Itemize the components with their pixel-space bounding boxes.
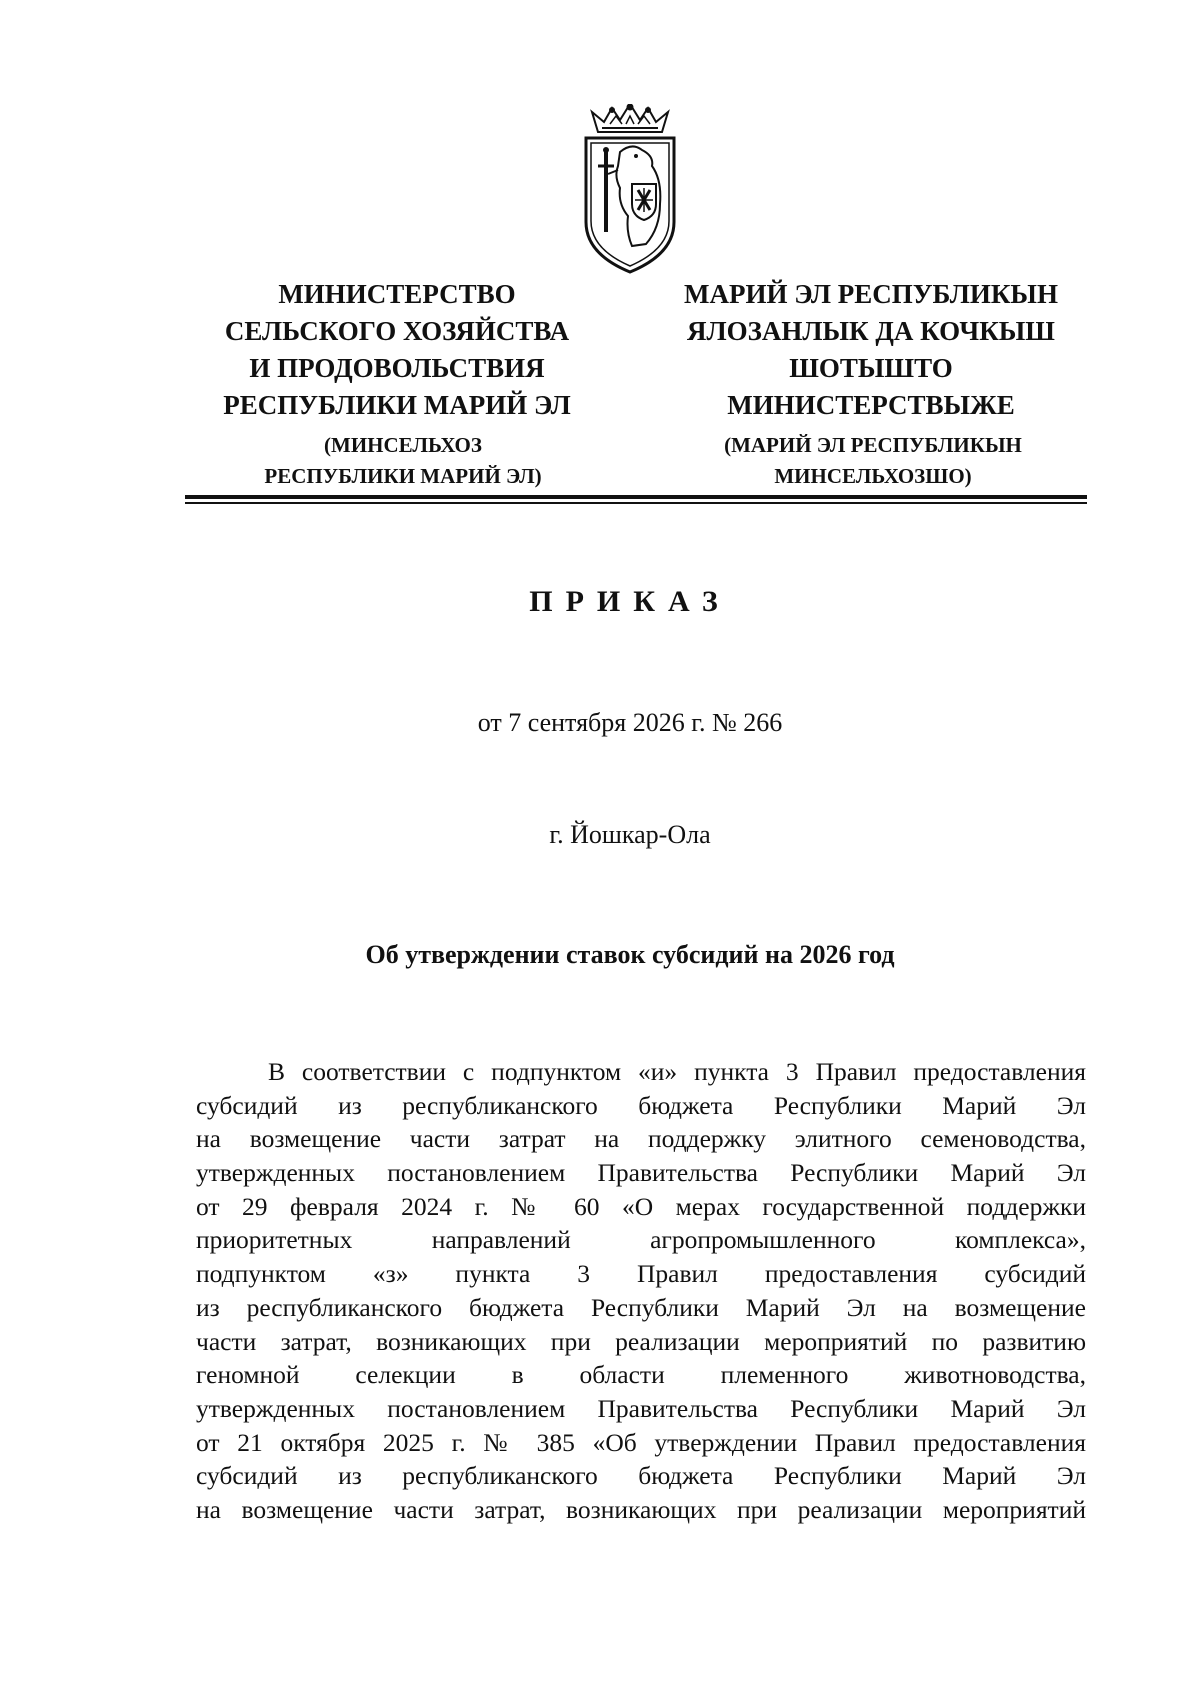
ministry-name-line: И ПРОДОВОЛЬСТВИЯ — [249, 353, 545, 383]
ministry-name-line: МИНИСТЕРСТВЫЖЕ — [727, 390, 1015, 420]
body-line: на возмещение части затрат на поддержку элитного семеноводства, — [196, 1124, 1086, 1154]
abbreviation-line: МИНСЕЛЬХОЗШО) — [774, 464, 972, 488]
header-divider-thick — [185, 495, 1087, 499]
ministry-abbreviation-mari — [678, 430, 1068, 492]
body-line: приоритетных направлений агропромышленного комплекса», — [196, 1225, 1086, 1255]
body-line: на возмещение части затрат, возникающих при реализации мероприятий — [196, 1494, 1086, 1524]
ministry-name-line: РЕСПУБЛИКИ МАРИЙ ЭЛ — [223, 390, 571, 420]
abbreviation-line: (МАРИЙ ЭЛ РЕСПУБЛИКЫН — [724, 433, 1022, 457]
body-line: части затрат, возникающих при реализации мероприятий по развитию — [196, 1326, 1086, 1356]
body-paragraph — [196, 1055, 1086, 1527]
body-line: утвержденных постановлением Правительства Республики Марий Эл — [196, 1158, 1086, 1188]
order-city: г. Йошкар-Ола — [549, 820, 711, 849]
ministry-name-mari — [676, 276, 1066, 424]
body-line: подпунктом «з» пункта 3 Правил предоставления субсидий — [196, 1259, 1086, 1289]
ministry-name-line: ЯЛОЗАНЛЫК ДА КОЧКЫШ — [687, 316, 1055, 346]
coat-of-arms-emblem — [580, 104, 680, 274]
ministry-abbreviation-russian — [208, 430, 598, 492]
ministry-name-line: МАРИЙ ЭЛ РЕСПУБЛИКЫН — [684, 279, 1058, 309]
ministry-name-line: СЕЛЬСКОГО ХОЗЯЙСТВА — [224, 316, 570, 346]
body-line: от 29 февраля 2024 г. № 60 «О мерах государственной поддержки — [196, 1191, 1086, 1221]
shield-icon — [586, 138, 674, 272]
ministry-name-russian — [202, 276, 592, 424]
ministry-name-line: МИНИСТЕРСТВО — [278, 279, 516, 309]
document-type-title: ПРИКАЗ — [529, 585, 731, 618]
body-line: геномной селекции в области племенного животноводства, — [196, 1360, 1086, 1390]
abbreviation-line: РЕСПУБЛИКИ МАРИЙ ЭЛ) — [264, 464, 542, 488]
body-line: из республиканского бюджета Республики Марий Эл на возмещение — [196, 1292, 1086, 1322]
body-line: от 21 октября 2025 г. № 385 «Об утверждении Правил предоставления — [196, 1427, 1086, 1457]
body-line: В соответствии с подпунктом «и» пункта 3 Правил предоставления — [268, 1057, 1086, 1086]
body-line: субсидий из республиканского бюджета Республики Марий Эл — [196, 1090, 1086, 1120]
body-line: субсидий из республиканского бюджета Республики Марий Эл — [196, 1461, 1086, 1491]
crown-icon — [592, 104, 668, 132]
ministry-name-line: ШОТЫШТО — [789, 353, 953, 383]
body-line: утвержденных постановлением Правительства Республики Марий Эл — [196, 1393, 1086, 1423]
header-divider-thin — [185, 502, 1087, 504]
order-date-number: от 7 сентября 2026 г. № 266 — [477, 708, 783, 737]
abbreviation-line: (МИНСЕЛЬХОЗ — [324, 433, 482, 457]
order-subject: Об утверждении ставок субсидий на 2026 год — [365, 940, 895, 969]
